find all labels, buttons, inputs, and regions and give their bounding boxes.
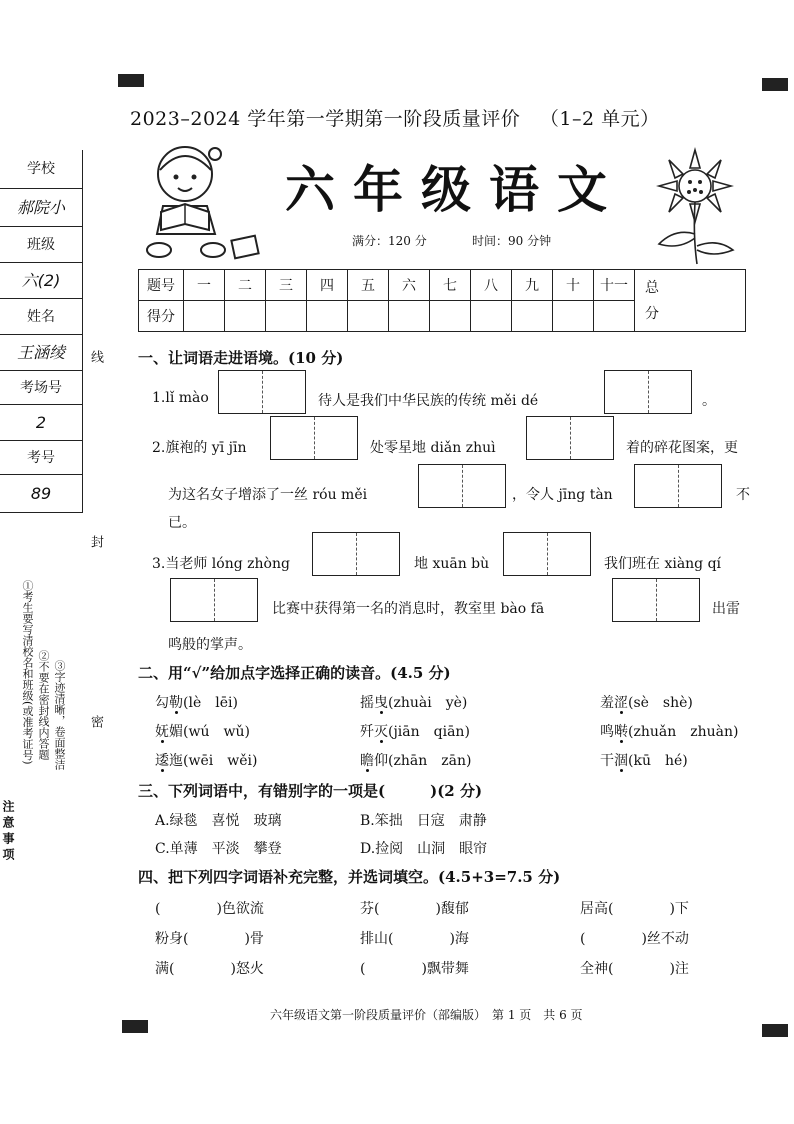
col-10: 十 (553, 270, 594, 301)
dotted-char: 瞻 (360, 753, 374, 769)
total-label: 总 (645, 279, 659, 296)
q2-part-b: 处零星地 diǎn zhuì (370, 440, 496, 456)
school-label: 学校 (27, 161, 55, 177)
exam-title: 2023–2024 学年第一学期第一阶段质量评价 (130, 108, 521, 130)
item-options: (lè lēi) (183, 695, 238, 711)
answer-box[interactable] (170, 578, 258, 622)
answer-box[interactable] (604, 370, 692, 414)
section-2-heading: 二、用“√”给加点字选择正确的读音。(4.5 分) (138, 664, 451, 682)
class-label: 班级 (0, 226, 82, 263)
notes-title: 注意事项 (1, 800, 15, 864)
school-value: 郝院小 (0, 188, 82, 227)
idiom-blank[interactable]: ( )色欲流 (155, 901, 264, 917)
q2-part-e: ，令人 jīng tàn (512, 487, 613, 503)
pinyin-choice-item[interactable] (155, 692, 238, 712)
col-7: 七 (430, 270, 471, 301)
q3-part-f: 鸣般的掌声。 (168, 637, 252, 653)
note-3: ③字迹清晰，卷面整洁 (53, 660, 66, 770)
seal-line-mark: 线 (88, 350, 103, 363)
exam-header (130, 104, 660, 131)
name-value: 王涵绫 (0, 334, 82, 371)
item-prefix: 鸣 (600, 724, 614, 740)
room-value: 2 (0, 404, 82, 441)
idiom-blank[interactable]: 粉身( )骨 (155, 931, 264, 947)
number-label: 考号 (0, 440, 82, 475)
total-label-2: 分 (645, 305, 659, 322)
number-value: 89 (0, 474, 82, 513)
item-options: (jiān qiān) (388, 724, 470, 740)
answer-box[interactable] (503, 532, 591, 576)
item-options: (zhuǎn zhuàn) (628, 724, 739, 740)
student-info-panel (0, 150, 83, 513)
subject-title: 六年级语文 (285, 161, 625, 219)
pinyin-choice-item[interactable] (360, 692, 467, 712)
score-cell (348, 301, 389, 332)
idiom-blank[interactable]: 满( )怒火 (155, 961, 264, 977)
score-cell (471, 301, 512, 332)
col-2: 二 (225, 270, 266, 301)
name-label: 姓名 (0, 298, 82, 335)
item-prefix: 勾 (155, 695, 169, 711)
page-footer: 六年级语文第一阶段质量评价（部编版） 第 1 页 共 6 页 (270, 1008, 583, 1022)
dotted-char: 妩 (155, 724, 169, 740)
score-table (138, 269, 746, 332)
score-cell (553, 301, 594, 332)
answer-box[interactable] (312, 532, 400, 576)
item-options: 迤(wēi wěi) (169, 753, 258, 769)
col-11: 十一 (594, 270, 635, 301)
pinyin-choice-item[interactable] (360, 721, 470, 741)
q2-part-g: 已。 (168, 515, 196, 531)
answer-box[interactable] (418, 464, 506, 508)
score-cell (184, 301, 225, 332)
q3-part-d: 比赛中获得第一名的消息时，教室里 bào fā (272, 601, 545, 617)
score-cell (266, 301, 307, 332)
col-9: 九 (512, 270, 553, 301)
note-1: ①考生要写清校名和班级(或准考证号) (21, 580, 34, 765)
registration-mark (122, 1020, 148, 1033)
answer-box[interactable] (634, 464, 722, 508)
option-d[interactable]: D.捡阅 山洞 眼帘 (360, 841, 488, 857)
option-c[interactable]: C.单薄 平淡 攀登 (155, 841, 282, 857)
row-label-score: 得分 (139, 301, 184, 332)
col-5: 五 (348, 270, 389, 301)
dotted-char: 曳 (374, 695, 388, 711)
note-2: ②不要在密封线内答题 (37, 650, 50, 760)
q1-pinyin: 1.lǐ mào (152, 390, 209, 406)
item-prefix: 羞 (600, 695, 614, 711)
dotted-char: 勒 (169, 695, 183, 711)
score-cell (389, 301, 430, 332)
answer-box[interactable] (270, 416, 358, 460)
answer-box[interactable] (526, 416, 614, 460)
pinyin-choice-item[interactable] (155, 721, 250, 741)
item-options: (sè shè) (628, 695, 693, 711)
q2-part-c: 着的碎花图案，更 (626, 440, 738, 456)
idiom-blank[interactable]: 居高( )下 (580, 901, 689, 917)
q2-part-a: 2.旗袍的 yī jīn (152, 440, 247, 456)
option-b[interactable]: B.笨拙 日寇 肃静 (360, 813, 487, 829)
pinyin-choice-item[interactable] (600, 721, 738, 741)
registration-mark (762, 78, 788, 91)
dotted-char: 涩 (614, 695, 628, 711)
col-1: 一 (184, 270, 225, 301)
class-value: 六(2) (0, 262, 82, 299)
total-cell (635, 270, 746, 332)
idiom-blank[interactable]: ( )丝不动 (580, 931, 689, 947)
secret-mark: 密 (88, 715, 103, 728)
q2-part-d: 为这名女子增添了一丝 róu měi (168, 487, 368, 503)
option-a[interactable]: A.绿毯 喜悦 玻璃 (155, 813, 282, 829)
registration-mark (762, 1024, 788, 1037)
section-4-heading: 四、把下列四字词语补充完整，并选词填空。(4.5+3=7.5 分) (138, 868, 561, 886)
room-label: 考场号 (0, 370, 82, 405)
registration-mark (118, 74, 144, 87)
score-cell (594, 301, 635, 332)
item-options: 仰(zhān zān) (374, 753, 472, 769)
seal-mark: 封 (88, 535, 103, 548)
score-cell (512, 301, 553, 332)
q3-part-a: 3.当老师 lóng zhòng (152, 556, 290, 572)
answer-box[interactable] (612, 578, 700, 622)
item-prefix: 干 (600, 753, 614, 769)
section-3-heading: 三、下列词语中，有错别字的一项是( )(2 分) (138, 782, 483, 800)
col-3: 三 (266, 270, 307, 301)
item-options: (zhuài yè) (388, 695, 468, 711)
pinyin-choice-item[interactable] (600, 750, 688, 770)
exam-time: 时间：90 分钟 (472, 234, 552, 248)
col-4: 四 (307, 270, 348, 301)
col-6: 六 (389, 270, 430, 301)
score-cell (225, 301, 266, 332)
pinyin-choice-item[interactable] (360, 750, 471, 770)
item-prefix: 摇 (360, 695, 374, 711)
sunflower-illustration (645, 146, 745, 266)
q3-part-b: 地 xuān bù (414, 556, 490, 572)
q1-text: 待人是我们中华民族的传统 měi dé (318, 393, 539, 409)
item-options: 媚(wú wǔ) (169, 724, 250, 740)
idiom-blank[interactable]: 芬( )馥郁 (360, 901, 469, 917)
idiom-blank[interactable]: 排山( )海 (360, 931, 469, 947)
section-1-heading: 一、让词语走进语境。(10 分) (138, 349, 344, 367)
q1-end: 。 (702, 393, 716, 409)
item-options: (kū hé) (628, 753, 688, 769)
score-cell (430, 301, 471, 332)
q3-part-e: 出雷 (712, 601, 740, 617)
dotted-char: 灭 (374, 724, 388, 740)
dotted-char: 逶 (155, 753, 169, 769)
exam-units: （1–2 单元） (539, 108, 660, 130)
pinyin-choice-item[interactable] (600, 692, 693, 712)
full-score: 满分：120 分 (352, 234, 427, 248)
row-label-question-no: 题号 (139, 270, 184, 301)
answer-box[interactable] (218, 370, 306, 414)
q3-part-c: 我们班在 xiàng qí (604, 556, 722, 572)
dotted-char: 啭 (614, 724, 628, 740)
q2-part-f: 不 (736, 487, 750, 503)
pinyin-choice-item[interactable] (155, 750, 257, 770)
dotted-char: 涸 (614, 753, 628, 769)
idiom-blank[interactable]: ( )飘带舞 (360, 961, 469, 977)
col-8: 八 (471, 270, 512, 301)
reading-child-illustration (145, 142, 265, 267)
idiom-blank[interactable]: 全神( )注 (580, 961, 689, 977)
score-cell (307, 301, 348, 332)
item-prefix: 歼 (360, 724, 374, 740)
